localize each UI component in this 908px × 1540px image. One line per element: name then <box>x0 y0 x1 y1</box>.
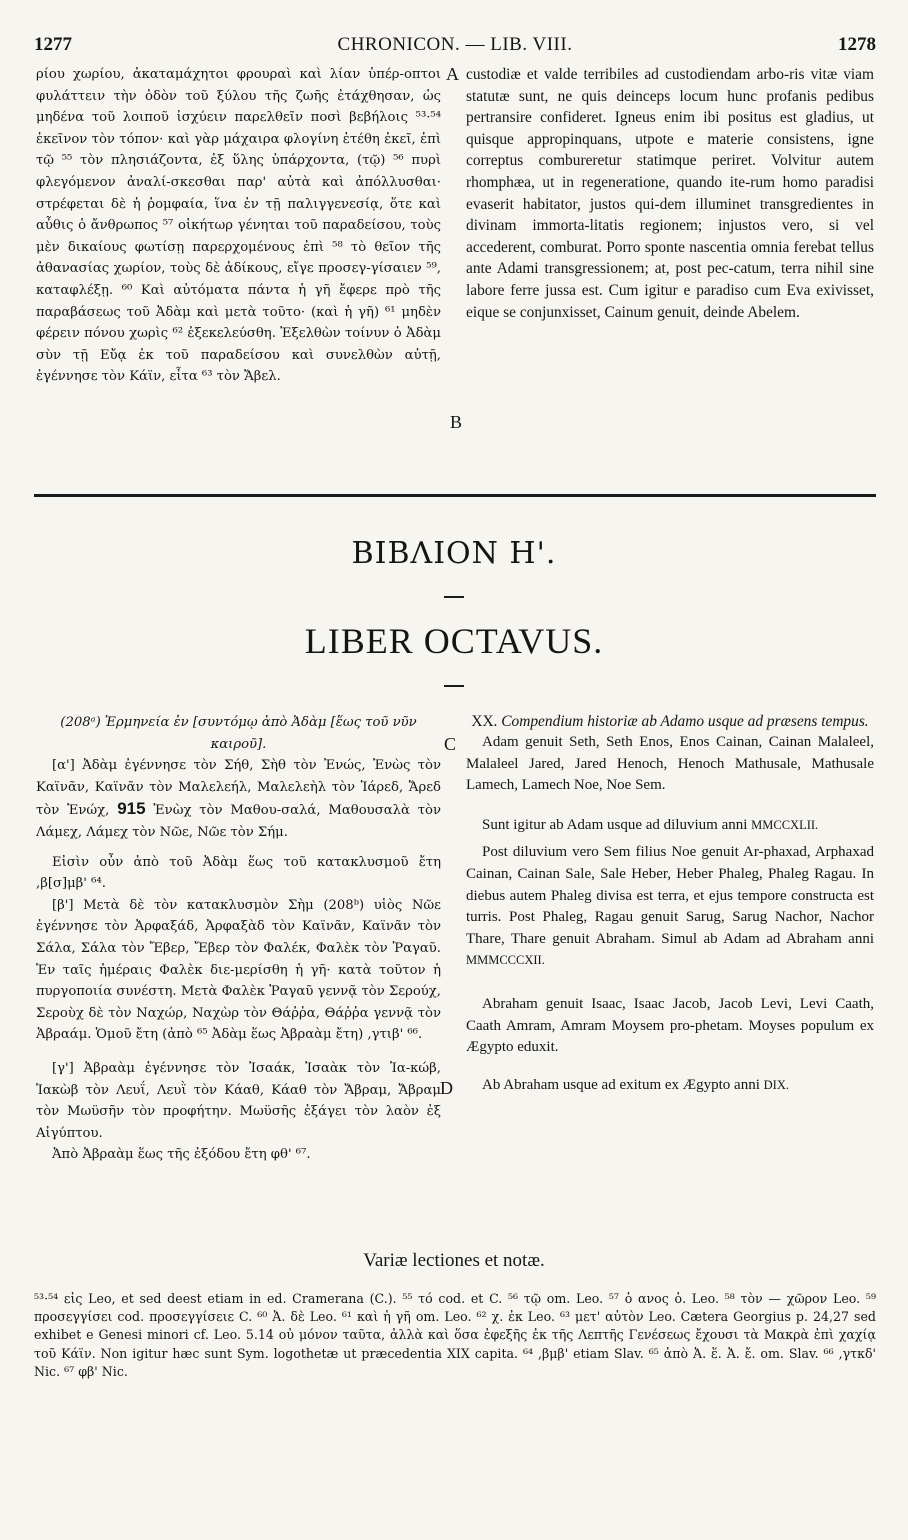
greek-paragraph-2: Εἰσὶν οὖν ἀπὸ τοῦ Ἀδὰμ ἕως τοῦ κατακλυσμοῦ ἔτη ,β[σ]μβ' ⁶⁴. <box>36 854 441 892</box>
chapter-title: Compendium historiæ ab Adamo usque ad præsens tempus. <box>501 713 869 730</box>
latin-paragraph-3-text: Post diluvium vero Sem filius Noe genuit Ar-phaxad, Arphaxad Cainan, Cainan Sale, Sale Heber, Heber Phaleg, Phaleg Ragau. In diebus autem Phaleg divisa est terra, et ejus tempore constructa est turris. Post Phaleg, Ragau genuit Sarug, Sarug Nachor, Nachor Thare, Thare genuit Abraham. Simul ab Adam ad Abraham anni <box>466 844 874 947</box>
notes-heading: Variæ lectiones et notæ. <box>363 1250 545 1271</box>
page-number-right: 1278 <box>838 34 876 55</box>
latin-paragraph-3 <box>466 842 874 972</box>
greek-section-heading: (208ᵃ) Ἑρμηνεία ἐν [συντόμῳ ἀπὸ Ἀδὰμ [ἕως τοῦ νῦν καιροῦ]. <box>60 715 417 752</box>
latin-year-count-2: MMMCCCXII. <box>466 953 545 968</box>
top-greek-column <box>36 64 441 388</box>
book-title-latin: LIBER OCTAVUS. <box>304 621 604 661</box>
margin-letter-d: D <box>440 1078 453 1098</box>
latin-paragraph-2-text: Sunt igitur ab Adam usque ad diluvium anni <box>482 816 748 833</box>
running-head <box>34 34 876 60</box>
top-latin-column <box>466 64 874 323</box>
greek-paragraph-4: [γ'] Ἀβραὰμ ἐγέννησε τὸν Ἰσαάκ, Ἰσαὰκ τὸν Ἰα-κώβ, Ἰακὼβ τὸν Λευΐ, Λευῒ τὸν Κάαθ, Κάαθ τὸν Ἄβραμ, Ἄβραμ τὸν Μωϋσῆν τὸν προφήτην. Μωϋσῆς ἐξάγει τὸν λαὸν ἐξ Αἰγύπτου. <box>36 1060 441 1141</box>
book-title-greek: ΒΙΒΛΙΟΝ Η'. <box>351 536 557 571</box>
top-greek-text: ρίου χωρίου, ἀκαταμάχητοι φρουραὶ καὶ λίαν ὑπέρ-οπτοι φυλάττειν τὴν ὁδὸν τοῦ ξύλου τῆς ζωῆς ἐτάχθησαν, ὡς μηδένα τοῦ λοιποῦ ἰσχύειν παρελθεῖν ποσὶ βεβήλοις ⁵³·⁵⁴ ἐκεῖνον τὸν τόπον· καὶ γὰρ μάχαιρα φλογίνη ἐτέθη ἐκεῖ, ἐπὶ τῷ ⁵⁵ τὸν πλησιάζοντα, ἐξ ὕλης ὑπάρχοντα, (τῷ) ⁵⁶ πυρὶ φλεγόμενον ἀναλί-σκεσθαι παρ' αὐτὰ καὶ ἀπόλλυσθαι· στρέφεται δὲ ἡ ῥομφαία, ἵνα ἐν τῇ παλιγγενεσίᾳ, ὅτε καὶ αὖθις ὁ ἄνθρωπος ⁵⁷ οἰκήτωρ γένηται τοῦ παραδείσου, τοὺς μὲν δικαίους φωτίσῃ παρερχομένους ἐπὶ ⁵⁸ τὸ θεῖον τῆς ἀθανασίας χωρίον, τοὺς δὲ ἀδίκους, εἴγε προσεγ-γίσαιεν ⁵⁹, καταφλέξῃ. ⁶⁰ Καὶ αὐτόματα πάντα ἡ γῆ ἔφερε πρὸ τῆς παραβάσεως τοῦ Ἀδὰμ καὶ μετὰ τοῦτο· (καὶ ἡ γῆ) ⁶¹ μηδὲν φέρειν πόνου χωρὶς ⁶² ἐξεκελεύσθη. Ἐξελθὼν τοίνυν ὁ Ἀδὰμ σὺν τῇ Εὔᾳ ἐκ τοῦ παραδείσου καὶ συνελθὼν αὐτῇ, ἐγέννησε τὸν Κάϊν, εἶτα ⁶³ τὸν Ἄβελ. <box>36 67 441 385</box>
latin-paragraph-4: Abraham genuit Isaac, Isaac Jacob, Jacob Levi, Levi Caath, Caath Amram, Amram Moysem pro-phetam. Moyses populum ex Ægypto eduxit. <box>466 995 874 1056</box>
margin-letter-a: A <box>446 64 459 84</box>
column-number: 915 <box>117 799 146 819</box>
greek-paragraph-5: Ἀπὸ Ἀβραὰμ ἕως τῆς ἐξόδου ἔτη φθ' ⁶⁷. <box>52 1147 311 1163</box>
latin-section-heading <box>466 712 874 732</box>
greek-chronology-column <box>36 712 441 1166</box>
title-dash-2 <box>444 685 464 687</box>
latin-paragraph-5-text: Ab Abraham usque ad exitum ex Ægypto anni <box>482 1076 760 1093</box>
latin-paragraph-2 <box>466 815 874 837</box>
latin-paragraph-5 <box>466 1075 874 1097</box>
page-number-left: 1277 <box>34 34 72 55</box>
title-dash-1 <box>444 596 464 598</box>
running-title: CHRONICON. — LIB. VIII. <box>337 34 573 55</box>
top-latin-text: custodiæ et valde terribiles ad custodiendam arbo-ris vitæ viam statutæ sunt, ne quis deinceps locum hunc profanis pedibus pertransire confideret. Igneus enim ibi positus est gladius, ut quisque appropinquans, utpote e materie consistens, igne correptus combureretur statimque periret. Volvitur autem rhomphæa, ut in regeneratione, quando ite-rum homo paradisi evaserit habitator, justos qui-dem illuminet transgredientes in divinam immorta-litatis regionem; injustos vero, si vel accederent, comburat. Porro sponte nascentia omnia ferebat tellus ante Adami transgressionem; at, post pec-catum, terra nihil sine labore ferre jussa est. Cum igitur e paradiso cum Eva exivisset, eique se conjunxisset, Cainum genuit, deinde Abelem. <box>466 66 874 321</box>
section-divider <box>34 494 876 497</box>
greek-paragraph-1a: [α'] Ἀδὰμ ἐγέννησε τὸν Σήθ, Σὴθ τὸν Ἐνώς, Ἐνὼς τὸν Καϊνᾶν, Καϊνᾶν τὸν Μαλελεήλ, Μαλελεὴλ τὸν Ἰάρεδ, Ἄρεδ τὸν Ἐνώχ, <box>36 758 441 819</box>
greek-paragraph-1b: Ἐνὼχ τὸν Μαθου-σαλά, Μαθουσαλὰ τὸν Λάμεχ, Λάμεχ τὸν Νῶε, Νῶε τὸν Σήμ. <box>36 803 441 840</box>
margin-letter-c: C <box>444 734 457 754</box>
greek-paragraph-1 <box>36 755 441 843</box>
notes-text: ⁵³·⁵⁴ εἰς Leo, et sed deest etiam in ed. Cramerana (C.). ⁵⁵ τό cod. et C. ⁵⁶ τῷ om. Leo. ⁵⁷ ὁ ανος ὁ. Leo. ⁵⁸ τὸν — χῶρον Leo. ⁵⁹ προσεγγίσει cod. προσεγγίσειε C. ⁶⁰ Ἀ. δὲ Leo. ⁶¹ καὶ ἡ γῆ om. Leo. ⁶² χ. ἐκ Leo. ⁶³ μετ' αὐτὸν Leo. Cætera Georgius p. 24,27 sed exhibet e Genesi minori cf. Leo. 5.14 οὐ μόνον ταῦτα, ἀλλὰ καὶ ὅσα ἐφεξῆς ἐκ τῆς Λεπτῆς Γενέσεως ἔχουσι τὰ Μακρὰ ἐπὶ χαχίᾳ τοῦ Κάϊν. Non igitur hæc sunt Sym. logothetæ ut præcedentia XIX capita. ⁶⁴ ,βμβ' etiam Slav. ⁶⁵ ἀπὸ Ἀ. ἕ. Ἀ. ἔ. om. Slav. ⁶⁶ ,γτκδ' Nic. ⁶⁷ φβ' Nic. <box>34 1291 876 1379</box>
greek-paragraph-3: [β'] Μετὰ δὲ τὸν κατακλυσμὸν Σὴμ (208ᵇ) υἱὸς Νῶε ἐγέννησε τὸν Ἀρφαξάδ, Ἀρφαξὰδ τὸν Καϊνᾶν, Καϊνᾶν τὸν Σάλα, Σάλα τὸν Ἔβερ, Ἔβερ τὸν Φαλέκ, Φαλὲκ τὸν Ῥαγαῦ. Ἐν ταῖς ἡμέραις Φαλὲκ διε-μερίσθη ἡ γῆ· κατὰ τοῦτον ἡ πυργοποιία συνέστη. Μετὰ Φαλὲκ Ῥαγαῦ γεννᾷ τὸν Σερούχ, Σεροὺχ δὲ τὸν Ναχώρ, Ναχὼρ τὸν Θάῤῥα, Θάῤῥα γεννᾷ τὸν Ἀβραάμ. Ὁμοῦ ἔτη (ἀπὸ ⁶⁵ Ἀδὰμ ἕως Ἀβραὰμ ἔτη) ,γτιβ' ⁶⁶. <box>36 897 441 1043</box>
margin-letter-b: B <box>450 412 463 432</box>
critical-notes <box>34 1290 876 1381</box>
latin-year-count-3: DIX. <box>763 1077 789 1092</box>
latin-chronology-column <box>466 712 874 1096</box>
latin-year-count-1: MMCCXLII. <box>751 817 819 832</box>
latin-paragraph-1: Adam genuit Seth, Seth Enos, Enos Cainan, Cainan Malaleel, Malaleel Jared, Jared Henoch, Henoch Mathusale, Mathusale Lamech, Lamech Noe, Noe Sem. <box>466 734 874 794</box>
chapter-number: XX. <box>471 713 498 730</box>
